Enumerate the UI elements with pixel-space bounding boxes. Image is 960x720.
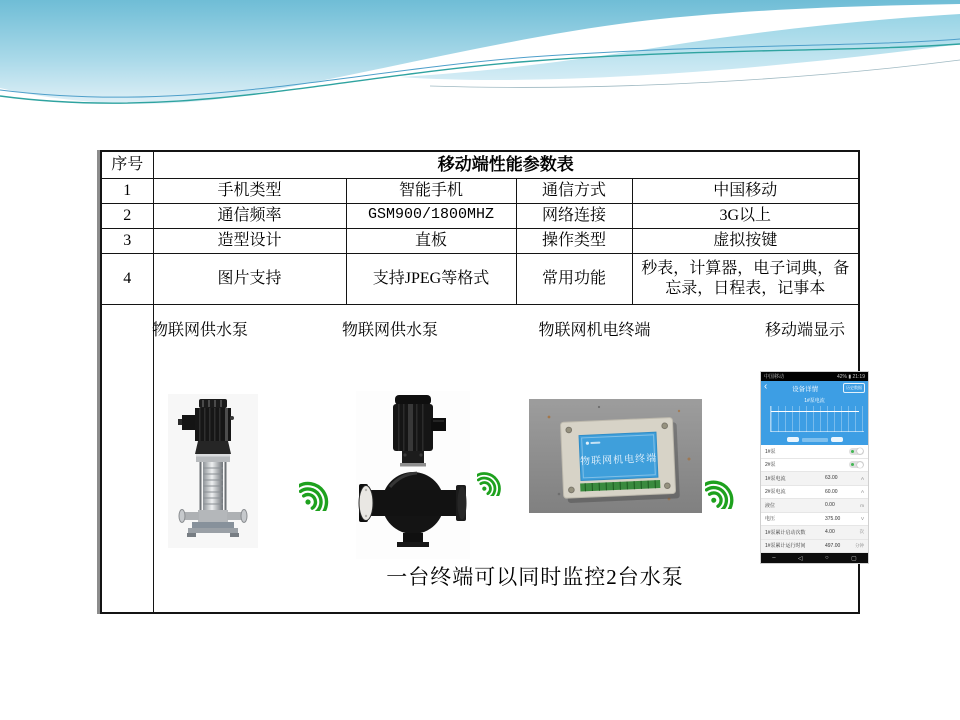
table-title: 移动端性能参数表 <box>153 151 859 178</box>
row-value: 63.00 <box>825 475 838 482</box>
chart-date-range <box>802 438 828 442</box>
value-cell: 直板 <box>346 228 516 253</box>
value-cell: 中国移动 <box>632 178 859 203</box>
row-num: 1 <box>101 178 153 203</box>
row-unit: 次 <box>859 529 864 535</box>
wifi-signal-icon <box>705 472 742 509</box>
row-unit: A <box>860 475 864 481</box>
value-cell: 智能手机 <box>346 178 516 203</box>
chart-footer <box>761 437 868 442</box>
terminal-panel-text: 物联网机电终端 <box>579 453 658 468</box>
value-cell: 支持JPEG等格式 <box>346 253 516 304</box>
label-iot-terminal: 物联网机电终端 <box>538 322 651 339</box>
row-value: 0.00 <box>825 502 835 509</box>
value-cell: 秒表，计算器，电子词典，备忘录，日程表，记事本 <box>632 253 859 304</box>
app-title: 设备详情 <box>792 385 819 393</box>
back-icon: ‹ <box>764 381 768 392</box>
value-cell: 3G以上 <box>632 203 859 228</box>
status-battery-time: 42% ▮ 21:19 <box>836 373 865 380</box>
minimize-icon: – <box>772 555 776 561</box>
phone-status-bar <box>761 372 868 381</box>
list-item <box>761 526 868 540</box>
row-value: 4.00 <box>825 529 835 536</box>
row-value: 497.00 <box>825 542 841 549</box>
row-label: 2#泵 <box>765 462 776 469</box>
pump1-toggle <box>849 448 864 455</box>
row-label: 液位 <box>765 502 776 509</box>
row-label: 2#泵电流 <box>765 489 786 496</box>
wifi-signal-icon <box>299 473 337 511</box>
label-iot-pump-1: 物联网供水泵 <box>151 322 248 339</box>
row-value: 375.00 <box>825 515 841 522</box>
param-cell: 通信方式 <box>516 178 632 203</box>
param-cell: 手机类型 <box>153 178 346 203</box>
label-mobile-display: 移动端显示 <box>764 322 845 339</box>
diagram-caption: 一台终端可以同时监控2台水泵 <box>386 565 684 589</box>
row-unit: m <box>860 502 864 508</box>
phone-app-header <box>761 381 868 395</box>
android-home-icon: ○ <box>825 555 829 561</box>
pump-current-chart <box>761 395 868 445</box>
param-cell: 常用功能 <box>516 253 632 304</box>
iot-terminal-image <box>529 399 702 513</box>
status-carrier: 中国移动 <box>764 374 785 380</box>
android-recents-icon: ▢ <box>851 555 857 562</box>
row-label: 1#泵电流 <box>765 475 786 482</box>
row-label: 1#泵 <box>765 448 776 455</box>
row-value: 60.00 <box>825 488 838 495</box>
param-cell: 操作类型 <box>516 228 632 253</box>
mobile-app-screenshot <box>761 372 868 563</box>
row-num: 2 <box>101 203 153 228</box>
row-num: 3 <box>101 228 153 253</box>
value-cell: GSM900/1800MHZ <box>346 203 516 228</box>
list-item <box>761 499 868 513</box>
chart-plot-area <box>770 406 864 432</box>
device-parameter-list <box>761 445 868 553</box>
list-item <box>761 459 868 473</box>
param-cell: 造型设计 <box>153 228 346 253</box>
history-button: 历史数据 <box>843 383 865 393</box>
param-cell: 网络连接 <box>516 203 632 228</box>
param-cell: 通信频率 <box>153 203 346 228</box>
row-unit: A <box>860 489 864 495</box>
row-label: 电压 <box>765 516 776 523</box>
row-unit: V <box>860 516 864 522</box>
chart-series-line <box>771 411 859 412</box>
android-back-icon: ◁ <box>797 555 803 562</box>
row-label: 1#泵累计运行时间 <box>765 543 806 550</box>
chart-range-pill <box>787 437 799 442</box>
corner-label: 序号 <box>101 151 153 178</box>
row-label: 1#泵累计启动次数 <box>765 529 806 536</box>
list-item <box>761 486 868 500</box>
value-cell: 虚拟按键 <box>632 228 859 253</box>
list-item <box>761 445 868 459</box>
pump2-toggle <box>849 461 864 468</box>
inline-pump-image <box>356 391 470 559</box>
list-item <box>761 472 868 486</box>
chart-title: 1#泵电流 <box>804 398 825 404</box>
chart-range-pill <box>831 437 843 442</box>
label-iot-pump-2: 物联网供水泵 <box>341 322 438 339</box>
param-cell: 图片支持 <box>153 253 346 304</box>
row-unit: 分钟 <box>855 542 864 548</box>
list-item <box>761 540 868 554</box>
wifi-signal-icon <box>477 465 508 496</box>
row-num: 4 <box>101 253 153 304</box>
list-item <box>761 513 868 527</box>
vertical-pump-image <box>168 394 258 548</box>
